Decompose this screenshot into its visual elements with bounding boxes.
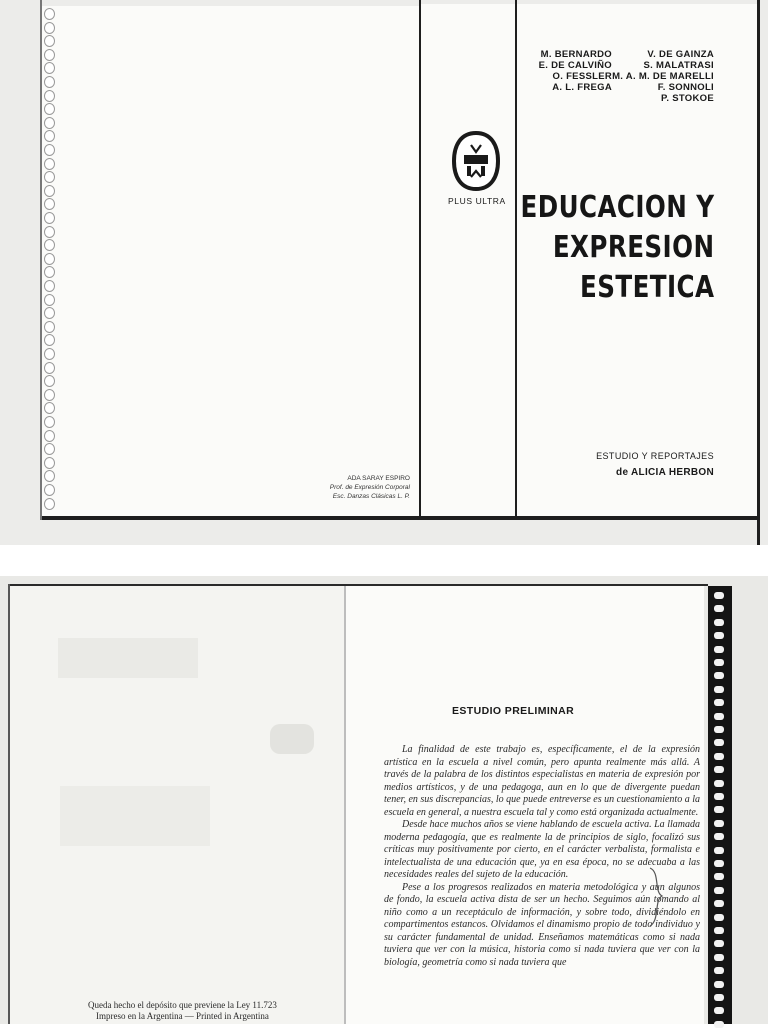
title-line: ESTETICA	[579, 270, 714, 305]
binding-hole	[714, 1007, 724, 1014]
binding-hole	[714, 726, 724, 733]
binding-ring	[44, 117, 55, 129]
binding-ring	[44, 144, 55, 156]
binding-hole	[714, 833, 724, 840]
binding-hole	[714, 994, 724, 1001]
binding-hole	[714, 780, 724, 787]
owner-stamp	[330, 474, 410, 501]
author-name: P. STOKOE	[660, 93, 714, 104]
binding-ring	[44, 416, 55, 428]
inner-left-edge	[8, 584, 10, 1024]
binding-hole	[714, 967, 724, 974]
binding-ring	[44, 307, 55, 319]
binding-hole	[714, 847, 724, 854]
binding-hole	[714, 713, 724, 720]
author-name: M. BERNARDO	[540, 49, 612, 60]
body-text	[384, 744, 700, 969]
paragraph: Pese a los progresos realizados en materia metodológica y aun algunos de fondo, la escuela activa dista de ser un hecho. Seguimos aún tomando al niño como a un receptáculo de información, y sobre todo, dividiéndolo en compartimentos estancos. Olvidamos el dinamismo propio de todo individuo y su carácter fundamental de unidad. Enseñamos matemáticas como si nada tuviera que ver con la música, historia como si nada tuviera que ver con la biología, geometría como si nada tuviera que	[384, 881, 700, 968]
author-name: S. MALATRASI	[643, 60, 714, 71]
binding-hole	[714, 940, 724, 947]
cover-right-edge	[757, 0, 760, 545]
binding-ring	[44, 266, 55, 278]
legal-line: Queda hecho el depósito que previene la Ley 11.723	[88, 1000, 277, 1010]
binding-hole	[714, 753, 724, 760]
section-heading: ESTUDIO PRELIMINAR	[452, 705, 575, 717]
binding-ring	[44, 334, 55, 346]
spiral-binding-right	[708, 586, 732, 1024]
binding-ring	[44, 457, 55, 469]
paragraph: La finalidad de este trabajo es, específicamente, el de la expresión artística en la escuela a nivel común, pero apunta realmente más allá. A través de la palabra de los distintos especialistas en materia de expresión por medios artísticos, y de una pedagoga, aun en lo que de divergente puedan tener, en sus discrepancias, lo que puede entreverse es un cuestionamiento a la escuela en general, a nuestra escuela tal y como está organizada actualmente.	[384, 744, 700, 818]
binding-ring	[44, 158, 55, 170]
binding-hole	[714, 646, 724, 653]
binding-ring	[44, 402, 55, 414]
stamp-line: Prof. de Expresión Corporal	[329, 484, 410, 491]
binding-ring	[44, 253, 55, 265]
binding-ring	[44, 103, 55, 115]
binding-hole	[714, 860, 724, 867]
binding-ring	[44, 389, 55, 401]
binding-ring	[44, 171, 55, 183]
binding-ring	[44, 185, 55, 197]
authors-right	[0, 49, 714, 104]
binding-ring	[44, 280, 55, 292]
binding-hole	[714, 914, 724, 921]
stamp-line: ADA SARAY ESPIRO	[347, 475, 410, 482]
show-through-smudge	[58, 638, 198, 678]
binding-ring	[44, 212, 55, 224]
inner-top-edge	[8, 584, 708, 586]
show-through-smudge	[270, 724, 314, 754]
binding-ring	[44, 22, 55, 34]
book-title	[520, 188, 714, 308]
cover-byline: de ALICIA HERBON	[616, 467, 714, 478]
binding-ring	[44, 130, 55, 142]
binding-ring	[44, 198, 55, 210]
binding-hole	[714, 900, 724, 907]
show-through-smudge	[60, 786, 210, 846]
binding-hole	[714, 793, 724, 800]
title-line: EDUCACION Y	[520, 190, 714, 225]
binding-hole	[714, 981, 724, 988]
binding-ring	[44, 470, 55, 482]
binding-ring	[44, 226, 55, 238]
binding-hole	[714, 766, 724, 773]
binding-hole	[714, 592, 724, 599]
binding-hole	[714, 619, 724, 626]
binding-hole	[714, 739, 724, 746]
binding-hole	[714, 820, 724, 827]
legal-line: Impreso en la Argentina — Printed in Argentina	[96, 1011, 269, 1021]
binding-ring	[44, 348, 55, 360]
paragraph: Desde hace muchos años se viene hablando de escuela activa. La llamada moderna pedagogía, que es realmente la de principios de siglo, focalizó sus críticas muy positivamente por cierto, en el carácter verbalista, formalista e intelectualista de una educación que, ya en esa época, no se adecuaba a las necesidades reales del sujeto de la educación.	[384, 819, 700, 880]
title-line: EXPRESION	[552, 230, 714, 265]
binding-hole	[714, 806, 724, 813]
publisher-logo	[451, 131, 501, 191]
legal-notice	[88, 1000, 277, 1022]
cover-subtitle: ESTUDIO Y REPORTAJES	[596, 451, 714, 461]
binding-hole	[714, 927, 724, 934]
stamp-line: Esc. Danzas Clásicas L. P.	[332, 493, 410, 500]
author-name: O. FESSLER	[552, 71, 612, 82]
binding-ring	[44, 443, 55, 455]
author-name: F. SONNOLI	[657, 82, 714, 93]
binding-hole	[714, 954, 724, 961]
binding-hole	[714, 605, 724, 612]
binding-hole	[714, 887, 724, 894]
binding-hole	[714, 686, 724, 693]
binding-ring	[44, 375, 55, 387]
binding-ring	[44, 321, 55, 333]
binding-ring	[44, 498, 55, 510]
binding-ring	[44, 430, 55, 442]
binding-hole	[714, 873, 724, 880]
binding-hole	[714, 1021, 724, 1028]
author-name: E. DE CALVIÑO	[538, 60, 612, 71]
author-name: M. A. M. DE MARELLI	[612, 71, 714, 82]
binding-ring	[44, 8, 55, 20]
binding-ring	[44, 239, 55, 251]
binding-ring	[44, 484, 55, 496]
publisher-name: PLUS ULTRA	[448, 196, 506, 206]
margin-bracket-mark	[646, 866, 668, 928]
author-name: V. DE GAINZA	[647, 49, 714, 60]
inner-gutter	[344, 586, 346, 1024]
binding-hole	[714, 659, 724, 666]
binding-ring	[44, 35, 55, 47]
binding-hole	[714, 632, 724, 639]
cover-bottom-edge	[40, 516, 760, 520]
binding-hole	[714, 699, 724, 706]
binding-hole	[714, 672, 724, 679]
binding-ring	[44, 294, 55, 306]
binding-ring	[44, 362, 55, 374]
author-name: A. L. FREGA	[552, 82, 612, 93]
